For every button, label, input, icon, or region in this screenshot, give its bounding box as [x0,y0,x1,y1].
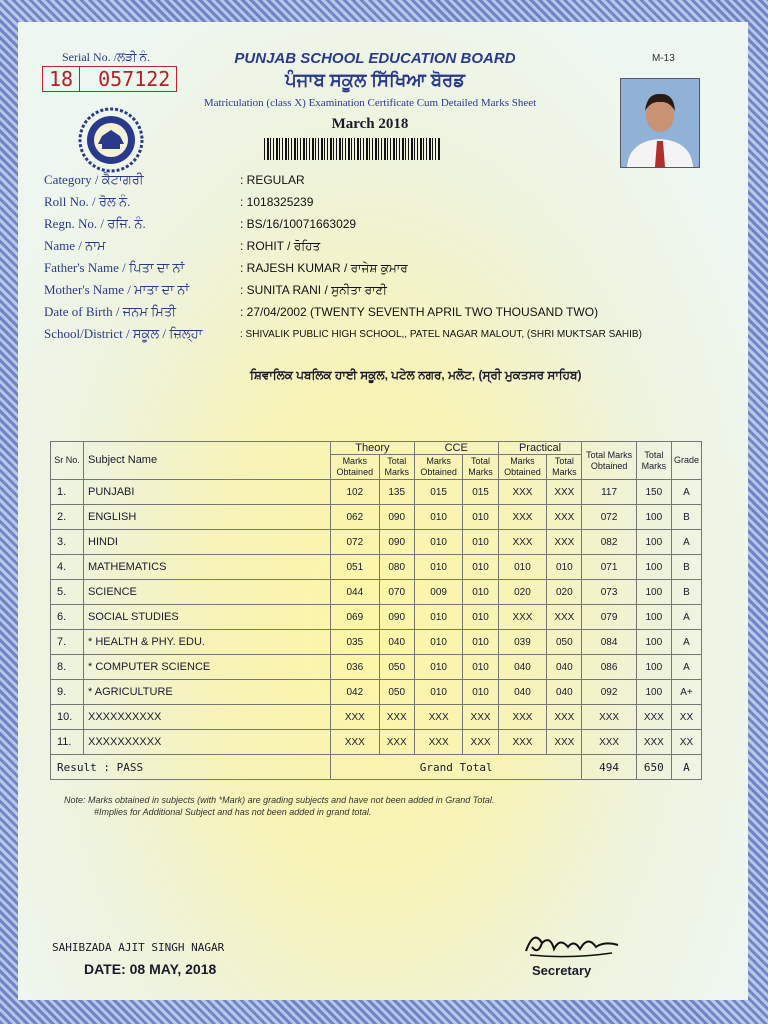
detail-label: Category / ਕੈਟਾਗਰੀ [44,172,144,187]
overall-grade: A [671,755,701,780]
cell-theory-total: 090 [379,530,414,555]
grand-total-obtained: 494 [582,755,636,780]
serial-divider [79,67,92,91]
cell-theory-total: 050 [379,680,414,705]
cell-grade: A [671,530,701,555]
col-cce: CCE [414,442,498,455]
cell-practical-obtained: XXX [498,605,547,630]
table-row [51,580,702,605]
cell-subject: HINDI [84,530,331,555]
cell-cce-total: XXX [463,730,498,755]
form-code: M-13 [652,53,675,64]
serial-prefix: 18 [49,67,74,91]
cell-theory-obtained: 042 [331,680,380,705]
cell-theory-obtained: 044 [331,580,380,605]
cell-practical-obtained: XXX [498,480,547,505]
table-row [51,680,702,705]
cell-grade: A [671,655,701,680]
detail-label: Date of Birth / ਜਨਮ ਮਿਤੀ [44,304,177,319]
cell-grade: XX [671,705,701,730]
signatory-title: Secretary [532,963,592,978]
detail-label: School/District / ਸਕੂਲ / ਜ਼ਿਲ੍ਹਾ [44,326,203,341]
detail-row-school [44,326,744,348]
cell-cce-obtained: 010 [414,530,463,555]
note-line-2: #Implies for Additional Subject and has not been added in grand total. [94,807,372,817]
detail-row-category [44,172,744,194]
detail-row-regn-no [44,216,744,238]
cell-practical-total: XXX [547,605,582,630]
cell-total-marks: 150 [636,480,671,505]
detail-value: : BS/16/10071663029 [240,217,357,231]
cell-practical-obtained: XXX [498,530,547,555]
cell-total-obtained: XXX [582,730,636,755]
cell-subject: ENGLISH [84,505,331,530]
cell-total-obtained: 092 [582,680,636,705]
cell-practical-obtained: 039 [498,630,547,655]
cell-theory-total: XXX [379,730,414,755]
cell-practical-obtained: XXX [498,505,547,530]
table-row [51,555,702,580]
issue-date: DATE: 08 MAY, 2018 [84,961,217,977]
col-cce-obtained: Marks Obtained [414,455,463,480]
cell-cce-total: 010 [463,605,498,630]
detail-value: : ROHIT / ਰੋਹਿਤ [240,239,321,253]
cell-cce-total: 010 [463,680,498,705]
cell-sr: 7. [51,630,84,655]
cell-total-marks: 100 [636,505,671,530]
grand-total-label: Grand Total [331,755,582,780]
cell-total-obtained: 086 [582,655,636,680]
detail-row-roll-no [44,194,744,216]
table-row [51,605,702,630]
cell-theory-total: 080 [379,555,414,580]
cell-total-obtained: 117 [582,480,636,505]
col-cce-total: Total Marks [463,455,498,480]
barcode [264,138,440,160]
col-subject-name: Subject Name [84,442,331,480]
col-total-obtained: Total Marks Obtained [582,442,636,480]
cell-practical-total: XXX [547,505,582,530]
detail-row-dob [44,304,744,326]
cell-cce-obtained: 010 [414,630,463,655]
detail-label: Regn. No. / ਰਜਿ. ਨੰ. [44,216,146,231]
cell-grade: B [671,505,701,530]
cell-practical-obtained: 040 [498,680,547,705]
cell-grade: A [671,605,701,630]
cell-theory-obtained: 035 [331,630,380,655]
cell-total-marks: 100 [636,580,671,605]
col-practical-total: Total Marks [547,455,582,480]
table-row [51,480,702,505]
cell-subject: XXXXXXXXXX [84,730,331,755]
cell-cce-total: 010 [463,530,498,555]
detail-row-name [44,238,744,260]
cell-theory-total: XXX [379,705,414,730]
cell-total-marks: XXX [636,730,671,755]
cell-theory-total: 090 [379,505,414,530]
cell-subject: * HEALTH & PHY. EDU. [84,630,331,655]
cell-total-marks: 100 [636,655,671,680]
detail-value: : REGULAR [240,173,305,187]
cell-grade: B [671,555,701,580]
cell-theory-obtained: 036 [331,655,380,680]
cell-grade: B [671,580,701,605]
student-details [44,172,744,348]
exam-session: March 2018 [331,116,409,132]
col-sr-no: Sr No. [51,442,84,480]
detail-value: : 27/04/2002 (TWENTY SEVENTH APRIL TWO THOUSAND TWO) [240,305,599,319]
cell-total-obtained: 079 [582,605,636,630]
cell-sr: 10. [51,705,84,730]
cell-sr: 6. [51,605,84,630]
cell-sr: 11. [51,730,84,755]
detail-row-father-name [44,260,744,282]
col-practical: Practical [498,442,582,455]
detail-value: : SHIVALIK PUBLIC HIGH SCHOOL,, PATEL NAGAR MALOUT, (SHRI MUKTSAR SAHIB) [240,329,642,340]
cell-practical-obtained: 010 [498,555,547,580]
cell-theory-total: 050 [379,655,414,680]
cell-cce-total: 010 [463,555,498,580]
note-line-1: Note: Marks obtained in subjects (with *Mark) are grading subjects and have not been added in Grand Total. [64,795,495,805]
cell-sr: 5. [51,580,84,605]
detail-label: Mother's Name / ਮਾਤਾ ਦਾ ਨਾਂ [44,282,190,297]
cell-sr: 8. [51,655,84,680]
cell-cce-total: 010 [463,580,498,605]
detail-row-mother-name [44,282,744,304]
cell-cce-obtained: XXX [414,705,463,730]
cell-cce-total: 010 [463,655,498,680]
board-seal-logo [76,106,146,174]
cell-cce-obtained: 010 [414,555,463,580]
cell-practical-total: XXX [547,730,582,755]
cell-subject: MATHEMATICS [84,555,331,580]
cell-cce-total: 015 [463,480,498,505]
detail-value: : SUNITA RANI / ਸੁਨੀਤਾ ਰਾਣੀ [240,283,387,297]
cell-practical-obtained: XXX [498,705,547,730]
detail-label: Father's Name / ਪਿਤਾ ਦਾ ਨਾਂ [44,260,185,275]
table-row [51,630,702,655]
col-theory: Theory [331,442,415,455]
certificate-title: Matriculation (class X) Examination Certificate Cum Detailed Marks Sheet [203,97,537,109]
cell-total-marks: 100 [636,555,671,580]
cell-cce-obtained: 010 [414,655,463,680]
table-row [51,530,702,555]
cell-practical-total: 050 [547,630,582,655]
cell-practical-total: 040 [547,655,582,680]
cell-practical-total: XXX [547,530,582,555]
cell-cce-total: XXX [463,705,498,730]
cell-theory-obtained: 062 [331,505,380,530]
detail-value: : RAJESH KUMAR / ਰਾਜੇਸ਼ ਕੁਮਾਰ [240,261,408,275]
cell-practical-obtained: 040 [498,655,547,680]
cell-total-obtained: 084 [582,630,636,655]
cell-sr: 1. [51,480,84,505]
marks-table [50,441,702,780]
cell-sr: 9. [51,680,84,705]
cell-sr: 4. [51,555,84,580]
table-row [51,730,702,755]
cell-theory-obtained: XXX [331,730,380,755]
school-name-punjabi: ਸ਼ਿਵਾਲਿਕ ਪਬਲਿਕ ਹਾਈ ਸਕੂਲ, ਪਟੇਲ ਨਗਰ, ਮਲੋਟ, (ਸ੍ਰੀ ਮੁਕਤਸਰ ਸਾਹਿਬ) [250,368,582,382]
cell-theory-total: 040 [379,630,414,655]
cell-practical-total: 040 [547,680,582,705]
col-theory-total: Total Marks [379,455,414,480]
cell-subject: SOCIAL STUDIES [84,605,331,630]
cell-practical-total: 020 [547,580,582,605]
cell-subject: SCIENCE [84,580,331,605]
cell-total-obtained: 082 [582,530,636,555]
cell-theory-obtained: 072 [331,530,380,555]
cell-cce-total: 010 [463,505,498,530]
cell-total-obtained: XXX [582,705,636,730]
cell-total-obtained: 073 [582,580,636,605]
cell-total-marks: 100 [636,530,671,555]
cell-cce-obtained: 009 [414,580,463,605]
cell-theory-total: 135 [379,480,414,505]
cell-practical-obtained: 020 [498,580,547,605]
note-text [64,794,494,818]
result-status: Result : PASS [51,755,331,780]
cell-total-marks: 100 [636,680,671,705]
cell-theory-obtained: 102 [331,480,380,505]
cell-subject: XXXXXXXXXX [84,705,331,730]
cell-theory-obtained: 069 [331,605,380,630]
cell-practical-total: 010 [547,555,582,580]
col-total-marks: Total Marks [636,442,671,480]
board-name-punjabi: ਪੰਜਾਬ ਸਕੂਲ ਸਿੱਖਿਆ ਬੋਰਡ [285,70,465,90]
detail-label: Name / ਨਾਮ [44,238,106,253]
cell-practical-obtained: XXX [498,730,547,755]
cell-sr: 3. [51,530,84,555]
cell-grade: A+ [671,680,701,705]
board-name-english: PUNJAB SCHOOL EDUCATION BOARD [234,50,516,67]
serial-label: Serial No. /ਲੜੀ ਨੰ. [62,50,151,64]
cell-cce-obtained: XXX [414,730,463,755]
cell-theory-total: 070 [379,580,414,605]
cell-total-marks: 100 [636,605,671,630]
cell-cce-obtained: 010 [414,605,463,630]
table-row [51,655,702,680]
detail-value: : 1018325239 [240,195,314,209]
cell-total-obtained: 071 [582,555,636,580]
cell-practical-total: XXX [547,705,582,730]
col-theory-obtained: Marks Obtained [331,455,380,480]
col-grade: Grade [671,442,701,480]
cell-total-marks: XXX [636,705,671,730]
cell-theory-total: 090 [379,605,414,630]
table-row [51,505,702,530]
cell-grade: XX [671,730,701,755]
cell-practical-total: XXX [547,480,582,505]
detail-label: Roll No. / ਰੋਲ ਨੰ. [44,194,131,209]
cell-subject: * COMPUTER SCIENCE [84,655,331,680]
cell-total-obtained: 072 [582,505,636,530]
cell-cce-obtained: 010 [414,505,463,530]
serial-number-box [42,66,177,92]
cell-grade: A [671,480,701,505]
cell-subject: * AGRICULTURE [84,680,331,705]
table-row [51,705,702,730]
cell-cce-obtained: 015 [414,480,463,505]
cell-total-marks: 100 [636,630,671,655]
col-practical-obtained: Marks Obtained [498,455,547,480]
secretary-signature [520,925,630,961]
cell-theory-obtained: 051 [331,555,380,580]
cell-cce-obtained: 010 [414,680,463,705]
student-photo [620,78,700,168]
grand-total-marks: 650 [636,755,671,780]
result-row [51,755,702,780]
cell-grade: A [671,630,701,655]
cell-theory-obtained: XXX [331,705,380,730]
serial-number: 057122 [98,67,171,91]
cell-subject: PUNJABI [84,480,331,505]
cell-sr: 2. [51,505,84,530]
cell-cce-total: 010 [463,630,498,655]
issue-place: SAHIBZADA AJIT SINGH NAGAR [52,941,225,954]
